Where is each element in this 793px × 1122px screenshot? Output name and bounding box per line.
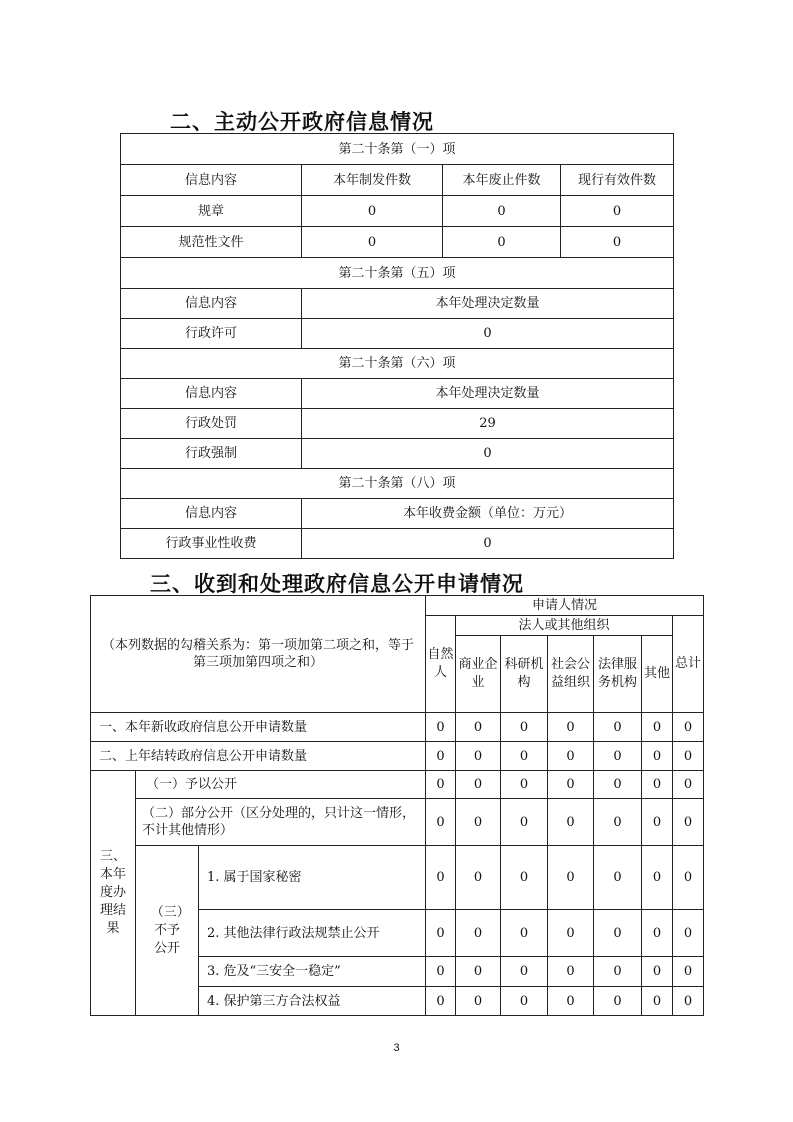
row-label: 行政强制	[121, 439, 302, 469]
cell-value: 0	[594, 799, 642, 846]
cell-value: 0	[456, 987, 501, 1016]
cell-value: 0	[302, 439, 674, 469]
sub-col-header: 法律服务机构	[594, 636, 642, 713]
cell-value: 0	[594, 846, 642, 910]
cell-value: 0	[456, 957, 501, 987]
cell-value: 0	[426, 846, 456, 910]
cell-value: 0	[426, 713, 456, 742]
cell-value: 0	[302, 529, 674, 559]
refuse-label: （三）不予公开	[136, 846, 199, 1016]
cell-value: 0	[594, 771, 642, 799]
cell-value: 0	[548, 987, 594, 1016]
cell-value: 0	[302, 196, 443, 227]
applicant-header: 申请人情况	[426, 596, 704, 616]
cell-value: 0	[456, 771, 501, 799]
cell-value: 0	[642, 742, 673, 771]
application-table	[90, 595, 704, 1016]
col-header: 现行有效件数	[561, 165, 674, 196]
active-disclosure-table	[120, 133, 674, 559]
cell-value: 0	[501, 910, 548, 957]
col-header: 信息内容	[121, 499, 302, 529]
row-label: 规范性文件	[121, 227, 302, 258]
cell-value: 0	[443, 227, 561, 258]
cell-value: 0	[642, 799, 673, 846]
cell-value: 0	[456, 713, 501, 742]
row-label: 行政许可	[121, 319, 302, 349]
col-header: 本年处理决定数量	[302, 289, 674, 319]
row-label: 规章	[121, 196, 302, 227]
row-label: 二、上年结转政府信息公开申请数量	[91, 742, 426, 771]
page-number: 3	[393, 1042, 400, 1054]
col-header: 信息内容	[121, 165, 302, 196]
cell-value: 0	[673, 910, 704, 957]
row-label: 3. 危及“三安全一稳定”	[199, 957, 426, 987]
cell-value: 0	[456, 799, 501, 846]
cell-value: 0	[548, 910, 594, 957]
row-label: 行政处罚	[121, 409, 302, 439]
cell-value: 0	[501, 846, 548, 910]
cell-value: 0	[594, 957, 642, 987]
col-header: 本年处理决定数量	[302, 379, 674, 409]
cell-value: 0	[642, 987, 673, 1016]
cell-value: 0	[501, 799, 548, 846]
cell-value: 0	[501, 771, 548, 799]
cell-value: 0	[548, 799, 594, 846]
cell-value: 0	[501, 742, 548, 771]
cell-value: 0	[302, 319, 674, 349]
row-label: 行政事业性收费	[121, 529, 302, 559]
cell-value: 0	[501, 987, 548, 1016]
cell-value: 0	[594, 910, 642, 957]
cell-value: 0	[673, 771, 704, 799]
cell-value: 0	[594, 987, 642, 1016]
cell-value: 0	[673, 799, 704, 846]
col-header: 本年收费金额（单位：万元）	[302, 499, 674, 529]
cell-value: 0	[548, 846, 594, 910]
cell-value: 0	[548, 771, 594, 799]
cell-value: 0	[456, 742, 501, 771]
total-header: 总计	[673, 616, 704, 713]
cell-value: 0	[673, 957, 704, 987]
art1-header: 第二十条第（一）项	[121, 134, 674, 165]
cell-value: 0	[443, 196, 561, 227]
row-label: 1. 属于国家秘密	[199, 846, 426, 910]
sub-col-header: 社会公益组织	[548, 636, 594, 713]
cell-value: 0	[561, 196, 674, 227]
results-label: 三、本年度办理结果	[91, 771, 136, 1016]
cell-value: 0	[594, 742, 642, 771]
sub-col-header: 科研机构	[501, 636, 548, 713]
section-title-2: 二、主动公开政府信息情况	[170, 110, 434, 134]
cell-value: 0	[673, 987, 704, 1016]
art8-header: 第二十条第（八）项	[121, 469, 674, 499]
cell-value: 0	[594, 713, 642, 742]
natural-person-header: 自然人	[426, 616, 456, 713]
row-label: （一）予以公开	[136, 771, 426, 799]
cell-value: 0	[673, 713, 704, 742]
cell-value: 0	[642, 771, 673, 799]
row-label: 4. 保护第三方合法权益	[199, 987, 426, 1016]
sub-col-header: 其他	[642, 636, 673, 713]
note-cell: （本列数据的勾稽关系为：第一项加第二项之和，等于第三项加第四项之和）	[91, 596, 426, 713]
col-header: 本年制发件数	[302, 165, 443, 196]
cell-value: 0	[426, 987, 456, 1016]
section-title-3: 三、收到和处理政府信息公开申请情况	[150, 572, 524, 596]
cell-value: 0	[642, 713, 673, 742]
col-header: 信息内容	[121, 379, 302, 409]
cell-value: 29	[302, 409, 674, 439]
cell-value: 0	[673, 742, 704, 771]
cell-value: 0	[302, 227, 443, 258]
art6-header: 第二十条第（六）项	[121, 349, 674, 379]
cell-value: 0	[426, 771, 456, 799]
cell-value: 0	[456, 846, 501, 910]
cell-value: 0	[642, 910, 673, 957]
cell-value: 0	[426, 742, 456, 771]
cell-value: 0	[642, 846, 673, 910]
row-label: （二）部分公开（区分处理的，只计这一情形，不计其他情形）	[136, 799, 426, 846]
cell-value: 0	[548, 713, 594, 742]
cell-value: 0	[548, 742, 594, 771]
col-header: 信息内容	[121, 289, 302, 319]
cell-value: 0	[501, 713, 548, 742]
cell-value: 0	[642, 957, 673, 987]
cell-value: 0	[673, 846, 704, 910]
legal-group-header: 法人或其他组织	[456, 616, 673, 636]
cell-value: 0	[426, 799, 456, 846]
row-label: 一、本年新收政府信息公开申请数量	[91, 713, 426, 742]
cell-value: 0	[426, 910, 456, 957]
cell-value: 0	[561, 227, 674, 258]
cell-value: 0	[426, 957, 456, 987]
cell-value: 0	[548, 957, 594, 987]
row-label: 2. 其他法律行政法规禁止公开	[199, 910, 426, 957]
cell-value: 0	[501, 957, 548, 987]
col-header: 本年废止件数	[443, 165, 561, 196]
cell-value: 0	[456, 910, 501, 957]
sub-col-header: 商业企业	[456, 636, 501, 713]
art5-header: 第二十条第（五）项	[121, 258, 674, 289]
